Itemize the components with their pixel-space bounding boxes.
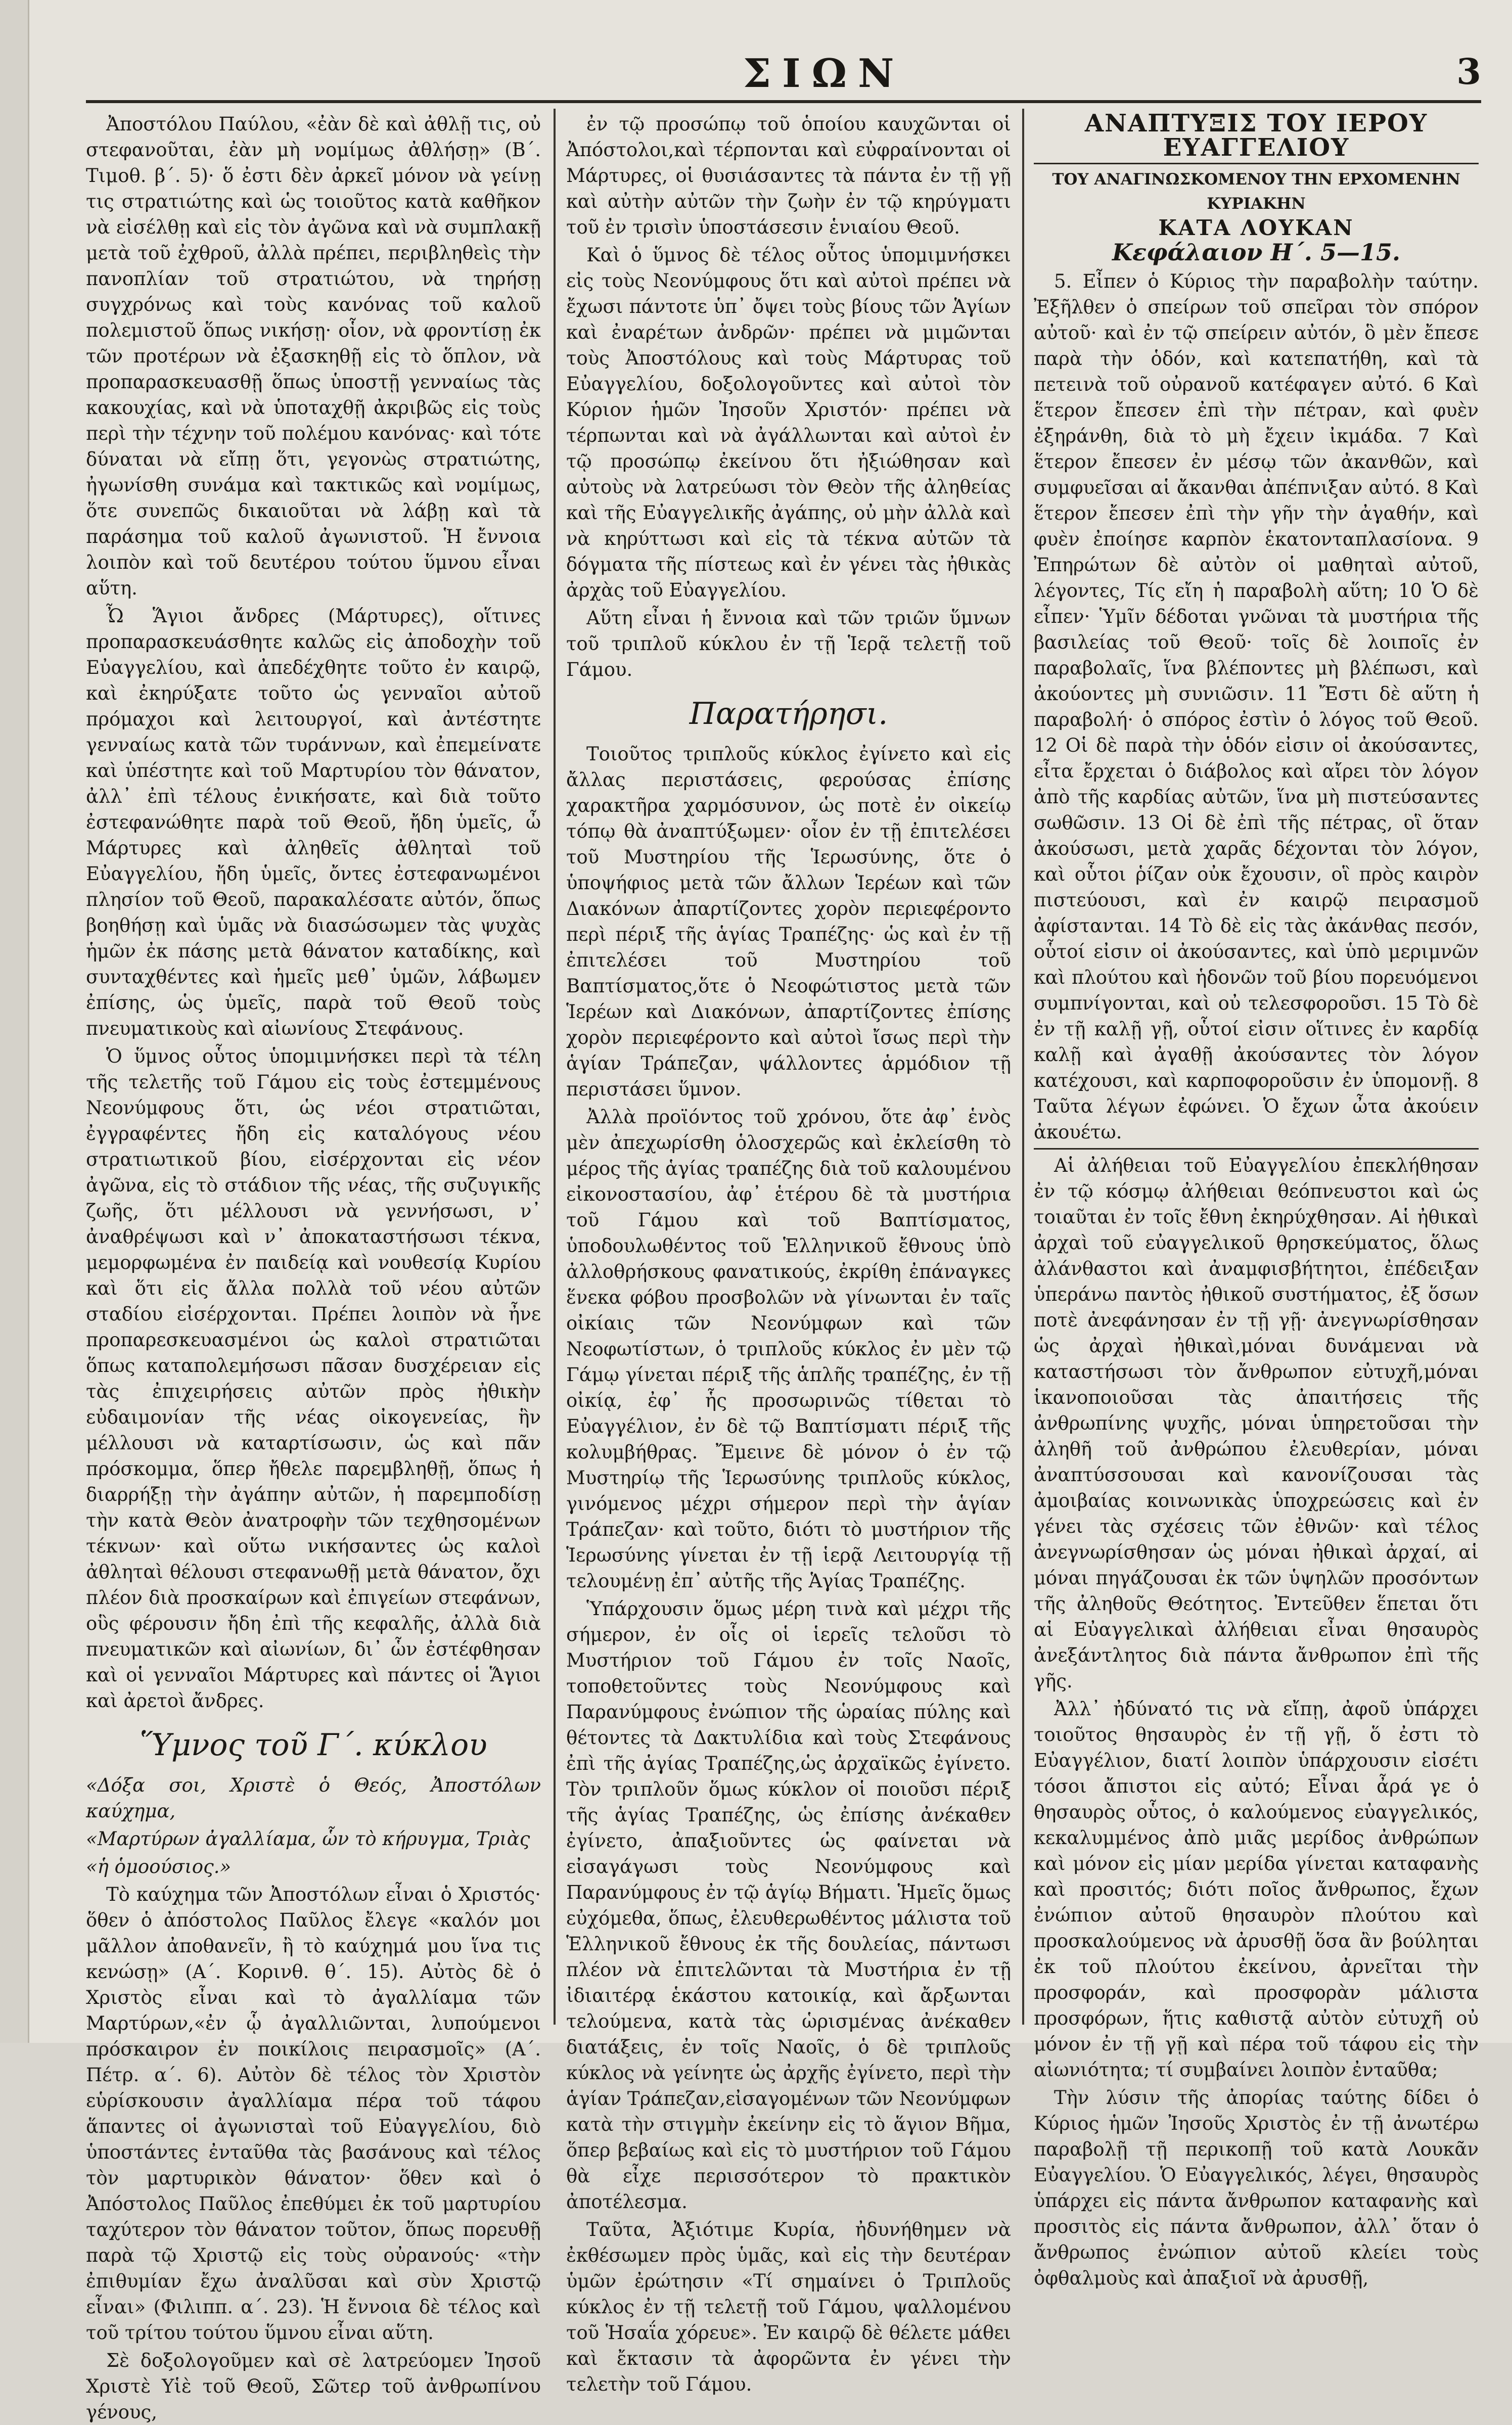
paragraph: Ὑπάρχουσιν ὅμως μέρη τινὰ καὶ μέχρι τῆς σήμερον, ἐν οἷς οἱ ἱερεῖς τελοῦσι τὸ Μυστήριον τοῦ Γάμου ἐν τοῖς Ναοῖς, τοποθετοῦντες τοὺς Νεονύμφους καὶ Παρανύμφους ἐνώπιον τῆς ὡραίας πύλης καὶ θέτοντες τὰ Δακτυλίδια καὶ τοὺς Στεφάνους ἐπὶ τῆς ἁγίας Τραπέζης,ὡς ἀρχαϊκῶς ἐγίνετο. Τὸν τριπλοῦν ὅμως κύκλον οἱ ποιοῦσι πέριξ τῆς ἁγίας Τραπέζης, ὡς ἐπίσης ἀνέκαθεν ἐγίνετο, ἀπαξιοῦντες ὡς φαίνεται νὰ εἰσαγάγωσι τοὺς Νεονύμφους καὶ Παρανύμφους ἐν τῷ ἁγίῳ Βήματι. Ἡμεῖς ὅμως εὐχόμεθα, ὅπως, ἐλευθερωθέντος μάλιστα τοῦ Ἑλληνικοῦ ἔθνους ἐκ τῆς δουλείας, πάντωσι πλέον νὰ ἐπιτελῶνται τὰ Μυστήρια ἐν τῇ ἰδιαιτέρᾳ ἑκάστου κατοικίᾳ, καὶ ἄρξωνται τελούμενα, κατὰ τὰς ὡρισμένας ἀνέκαθεν διατάξεις, ἐν τοῖς Ναοῖς, ὁ δὲ τριπλοῦς κύκλος νὰ γείνητε ὡς ἀρχῆς ἐγίνετο, περὶ τὴν ἁγίαν Τράπεζαν,εἰσαγομένων τῶν Νεονύμφων κατὰ τὴν στιγμὴν ἐκείνην εἰς τὸ ἅγιον Βῆμα, ὅπερ βεβαίως καὶ εἰς τὸ μυστήριον τοῦ Γάμου θὰ εἶχε περισσότερον τὸ πρακτικὸν ἀποτέλεσμα. [566, 1598, 1011, 2213]
header-rule [86, 100, 1481, 103]
paragraph: Ἀλλ᾽ ἠδύνατό τις νὰ εἴπῃ, ἀφοῦ ὑπάρχει τοιοῦτος θησαυρὸς ἐν τῇ γῇ, ὅ ἐστι τὸ Εὐαγγέλιον, διατί λοιπὸν ὑπάρχουσιν εἰσέτι τόσοι ἄπιστοι εἰς αὐτό; Εἶναι ἆρά γε ὁ θησαυρὸς οὗτος, ὁ καλούμενος εὐαγγελικός, κεκαλυμμένος ἀπὸ μιᾶς μερίδος ἀνθρώπων καὶ μόνον εἰς μίαν μερίδα γίνεται καταφανὴς καὶ προσιτός; διότι ποῖος ἄνθρωπος, ἔχων ἐνώπιον αὐτοῦ θησαυρὸν πλούτου καὶ προσκαλούμενος νὰ ἀρυσθῇ ὅσα ἂν βούληται ἐκ τοῦ πλούτου ἐκείνου, ἀρνεῖται τὴν προσφοράν, καὶ προσφορὰν μάλιστα προσφόρων, ἥτις καθιστᾷ αὐτὸν εὐτυχῆ οὐ μόνον ἐν τῇ γῇ καὶ πέρα τοῦ τάφου εἰς τὴν αἰωνιότητα; τί συμβαίνει λοιπὸν ἐνταῦθα; [1034, 1698, 1479, 2081]
header-rule [1034, 163, 1479, 164]
paragraph: Τοιοῦτος τριπλοῦς κύκλος ἐγίνετο καὶ εἰς ἄλλας περιστάσεις, φερούσας ἐπίσης χαρακτῆρα χαρμόσυνον, ὡς ποτὲ ἐν οἰκείῳ τόπῳ θὰ ἀναπτύξωμεν· οἷον ἐν τῇ ἐπιτελέσει τοῦ Μυστηρίου τῆς Ἱερωσύνης, ὅτε ὁ ὑποψήφιος μετὰ τῶν ἄλλων Ἱερέων καὶ τῶν Διακόνων ἀπαρτίζοντες χορὸν περιεφέροντο περὶ πέριξ τῆς ἁγίας Τραπέζης· ὡς καὶ ἐν τῇ ἐπιτελέσει τοῦ Μυστηρίου τοῦ Βαπτίσματος,ὅτε ὁ Νεοφώτιστος μετὰ τῶν Ἱερέων καὶ Διακόνων, ἀπαρτίζοντες ἐπίσης χορὸν περιεφέροντο καὶ αὐτοὶ ἴσως περὶ τὴν ἁγίαν Τράπεζαν, ψάλλοντες ἁρμόδιον τῇ περιστάσει ὕμνον. [566, 743, 1011, 1100]
paragraph: Τὴν λύσιν τῆς ἀπορίας ταύτης δίδει ὁ Κύριος ἡμῶν Ἰησοῦς Χριστὸς ἐν τῇ ἀνωτέρω παραβολῇ τῇ περικοπῇ τοῦ κατὰ Λουκᾶν Εὐαγγελίου. Ὁ Εὐαγγελικός, λέγει, θησαυρὸς ὑπάρχει εἰς πάντα ἄνθρωπον καταφανὴς καὶ προσιτὸς εἰς πάντα ἄνθρωπον, ἀλλ᾽ ὅταν ὁ ἄνθρωπος ἐνώπιον αὐτοῦ κλείει τοὺς ὀφθαλμοὺς καὶ ἀπαξιοῖ νὰ ἀρυσθῇ, [1034, 2087, 1479, 2289]
column-divider [554, 109, 556, 2025]
column-left [86, 111, 541, 2423]
masthead [86, 51, 1481, 96]
section-heading: Παρατήρησι. [689, 696, 888, 731]
hymn-line: «Δόξα σοι, Χριστὲ ὁ Θεός, Ἀποστόλων καύχημα, [86, 1774, 541, 1822]
section-rule [1034, 1148, 1479, 1150]
column-divider [1022, 109, 1024, 2025]
section-heading: Ὕμνος τοῦ Γ΄. κύκλου [140, 1727, 487, 1763]
paragraph: Ἀλλὰ προϊόντος τοῦ χρόνου, ὅτε ἀφ᾽ ἑνὸς μὲν ἀπεχωρίσθη ὁλοσχερῶς καὶ ἐκλείσθη τὸ μέρος τῆς ἁγίας τραπέζης διὰ τοῦ καλουμένου εἰκονοστασίου, ἀφ᾽ ἑτέρου δὲ τὰ μυστήρια τοῦ Γάμου καὶ τοῦ Βαπτίσματος, ὑποδουλωθέντος τοῦ Ἑλληνικοῦ ἔθνους ὑπὸ ἀλλοθρήσκους φανατικούς, ἐκρίθη ἐπάναγκες ἕνεκα φόβου προσβολῶν νὰ γίνωνται ἐν ταῖς οἰκίαις τῶν Νεονύμφων καὶ τῶν Νεοφωτίστων, ὁ τριπλοῦς κύκλος ἐν μὲν τῷ Γάμῳ γίνεται πέριξ τῆς ἁπλῆς τραπέζης, ἐν τῇ οἰκίᾳ, ἐφ᾽ ἧς προσωρινῶς τίθεται τὸ Εὐαγγέλιον, ἐν δὲ τῷ Βαπτίσματι πέριξ τῆς κολυμβήθρας. Ἔμεινε δὲ μόνον ὁ ἐν τῷ Μυστηρίῳ τῆς Ἱερωσύνης τριπλοῦς κύκλος, γινόμενος μέχρι σήμερον περὶ τὴν ἁγίαν Τράπεζαν· καὶ τοῦτο, διότι τὸ μυστήριον τῆς Ἱερωσύνης γίνεται ἐν τῇ ἱερᾷ Λειτουργίᾳ τῇ τελουμένῃ ἐπ᾽ αὐτῆς τῆς Ἁγίας Τραπέζης. [566, 1106, 1011, 1592]
hymn-line: «ἡ ὁμοούσιος.» [86, 1856, 232, 1878]
newspaper-title: ΣΙΩΝ [743, 51, 905, 97]
paragraph: Αἱ ἀλήθειαι τοῦ Εὐαγγελίου ἐπεκλήθησαν ἐν τῷ κόσμῳ ἀλήθειαι θεόπνευστοι καὶ ὡς τοιαῦται ἐν τοῖς ἔθνη ἐκηρύχθησαν. Αἱ ἠθικαὶ ἀρχαὶ τοῦ εὐαγγελικοῦ θρησκεύματος, ὅλως ἀλάνθαστοι καὶ ἀναμφισβήτητοι, ἐπέδειξαν ὑπεράνω παντὸς ἠθικοῦ συστήματος, ἐξ ὅσων ποτὲ ἀνεφάνησαν ἐν τῇ γῇ· ἀνεγνωρίσθησαν ὡς ἀρχαὶ ἠθικαὶ,μόναι δυνάμεναι νὰ καταστήσωσι τὸν ἄνθρωπον εὐτυχῆ,μόναι ἱκανοποιοῦσαι τὰς ἀπαιτήσεις τῆς ἀνθρωπίνης ψυχῆς, μόναι ὑπηρετοῦσαι τὴν ἀληθῆ τοῦ ἀνθρώπου ἐλευθερίαν, μόναι ἀναπτύσσουσαι καὶ κανονίζουσαι τὰς ἀμοιβαίας κοινωνικὰς ὑποχρεώσεις καὶ ἐν γένει τὰς σχέσεις τῶν ἐθνῶν· καὶ τέλος ἀνεγνωρίσθησαν ὡς μόναι ἠθικαὶ ἀρχαί, αἱ μόναι πηγάζουσαι ἐκ τῶν ὑψηλῶν προσόντων τῆς ἀληθοῦς Θεότητος. Ἐντεῦθεν ἕπεται ὅτι αἱ Εὐαγγελικαὶ ἀλήθειαι εἶναι θησαυρὸς ἀνεξάντλητος διὰ πάντα ἄνθρωπον ἐπὶ τῆς γῆς. [1034, 1155, 1479, 1692]
paragraph: Ταῦτα, Ἀξιότιμε Κυρία, ἠδυνήθημεν νὰ ἐκθέσωμεν πρὸς ὑμᾶς, καὶ εἰς τὴν δευτέραν ὑμῶν ἐρώτησιν «Τί σημαίνει ὁ Τριπλοῦς κύκλος ἐν τῇ τελετῇ τοῦ Γάμου, ψαλλομένου τοῦ Ἡσαΐα χόρευε». Ἐν καιρῷ δὲ θέλετε μάθει καὶ ἔκτασιν τὰ ἀφορῶντα ἐν γένει τὴν τελετὴν τοῦ Γάμου. [566, 2219, 1011, 2395]
paragraph: Καὶ ὁ ὕμνος δὲ τέλος οὗτος ὑπομιμνήσκει εἰς τοὺς Νεονύμφους ὅτι καὶ αὐτοὶ πρέπει νὰ ἔχωσι πάντοτε ὑπ᾽ ὄψει τοὺς βίους τῶν Ἁγίων καὶ ἐναρέτων ἀνδρῶν· πρέπει νὰ μιμῶνται τοὺς Ἀποστόλους καὶ τοὺς Μάρτυρας τοῦ Εὐαγγελίου, δοξολογοῦντες καὶ αὐτοὶ τὸν Κύριον ἡμῶν Ἰησοῦν Χριστόν· πρέπει νὰ τέρπωνται καὶ νὰ ἀγάλλωνται καὶ αὐτοὶ ἐν τῷ προσώπῳ ἐκείνου ὅτι ἠξιώθησαν καὶ αὐτοὺς νὰ λατρεύωσι τὸν Θεὸν τῆς ἀληθείας καὶ τῆς Εὐαγγελικῆς ἀγάπης, οὐ μὴν ἀλλὰ καὶ νὰ κηρύττωσι καὶ εἰς τὰ τέκνα αὐτῶν τὰ δόγματα τῆς πίστεως καὶ ἐν γένει τὰς ἠθικὰς ἀρχὰς τοῦ Εὐαγγελίου. [566, 244, 1011, 601]
page-number: 3 [1456, 51, 1481, 93]
paragraph: Ὁ ὕμνος οὗτος ὑπομιμνήσκει περὶ τὰ τέλη τῆς τελετῆς τοῦ Γάμου εἰς τοὺς ἐστεμμένους Νεονύμφους ὅτι, ὡς νέοι στρατιῶται, ἐγγραφέντες ἤδη εἰς καταλόγους νέου στρατιωτικοῦ βίου, εἰσέρχονται εἰς νέον ἀγῶνα, εἰς τὸ στάδιον τῆς νέας, τῆς συζυγικῆς ζωῆς, ὅτι μέλλουσι νὰ γεννήσωσι, ν᾽ ἀναθρέψωσι καὶ ν᾽ ἀποκαταστήσωσι τέκνα, μεμορφωμένα ἐν παιδείᾳ καὶ νουθεσίᾳ Κυρίου καὶ ὅτι εἰς ἄλλα πολλὰ τοῦ νέου αὐτῶν σταδίου εἰσέρχονται. Πρέπει λοιπὸν νὰ ἦνε προπαρεσκευασμένοι ὡς καλοὶ στρατιῶται ὅπως καταπολεμήσωσι πᾶσαν δυσχέρειαν εἰς τὰς ἐπιχειρήσεις αὐτῶν πρὸς ἠθικὴν εὐδαιμονίαν τῆς νέας οἰκογενείας, ἣν μέλλουσι νὰ καταρτίσωσιν, ὡς καὶ πᾶν πρόσκομμα, ὅπερ ἤθελε παρεμβληθῇ, ὅπως ἡ διαρρήξῃ τὴν ἀγάπην αὐτῶν, ἡ παρεμποδίσῃ τὴν κατὰ Θεὸν ἀνατροφὴν τῶν τεχθησομένων τέκνων· καὶ οὕτω νικήσαντες ὡς καλοὶ ἀθληταὶ θέλουσι στεφανωθῇ μετὰ θάνατον, ὄχι πλέον διὰ προσκαίρων καὶ ἐπιγείων στεφάνων, οὓς φέρουσιν ἤδη ἐπὶ τῆς κεφαλῆς, ἀλλὰ διὰ πνευματικῶν καὶ αἰωνίων, δι᾽ ὧν ἐστέφθησαν καὶ οἱ γενναῖοι Μάρτυρες καὶ πάντες οἱ Ἅγιοι καὶ ἀρετοὶ ἄνδρες. [86, 1045, 541, 1712]
paragraph: Τὸ καύχημα τῶν Ἀποστόλων εἶναι ὁ Χριστός· ὅθεν ὁ ἀπόστολος Παῦλος ἔλεγε «καλόν μοι μᾶλλον ἀποθανεῖν, ἢ τὸ καύχημά μου ἵνα τις κενώσῃ» (Α΄. Κορινθ. θ΄. 15). Αὐτὸς δὲ ὁ Χριστὸς εἶναι καὶ τὸ ἀγαλλίαμα τῶν Μαρτύρων,«ἐν ᾧ ἀγαλλιῶνται, λυπούμενοι πρόσκαιρον ἐν ποικίλοις πειρασμοῖς» (Α΄. Πέτρ. α΄. 6). Αὐτὸν δὲ τέλος τὸν Χριστὸν εὑρίσκουσιν ἀγαλλίαμα πέρα τοῦ τάφου ἅπαντες οἱ ἀγωνισταὶ τοῦ Εὐαγγελίου, διὸ ὑποστάντες ἐνταῦθα τὰς βασάνους καὶ τέλος τὸν μαρτυρικὸν θάνατον· ὅθεν καὶ ὁ Ἀπόστολος Παῦλος ἐπεθύμει ἐκ τοῦ μαρτυρίου ταχύτερον τὸν θάνατον τοῦτον, ὅπως πορευθῇ παρὰ τῷ Χριστῷ εἰς τοὺς οὐρανούς· «τὴν ἐπιθυμίαν ἔχω ἀναλῦσαι καὶ σὺν Χριστῷ εἶναι» (Φιλιππ. α΄. 23). Ἡ ἔννοια δὲ τέλος καὶ τοῦ τρίτου τούτου ὕμνου εἶναι αὕτη. [86, 1884, 541, 2344]
gospel-header-subtitle: ΤΟΥ ΑΝΑΓΙΝΩΣΚΟΜΕΝΟΥ ΤΗΝ ΕΡΧΟΜΕΝΗΝ ΚΥΡΙΑΚΗΝ [1052, 170, 1460, 213]
left-page-edge [0, 0, 29, 2043]
paragraph: Αὕτη εἶναι ἡ ἔννοια καὶ τῶν τριῶν ὕμνων τοῦ τριπλοῦ κύκλου ἐν τῇ Ἱερᾷ τελετῇ τοῦ Γάμου. [566, 607, 1011, 680]
column-middle [566, 111, 1011, 2395]
paragraph: Σὲ δοξολογοῦμεν καὶ σὲ λατρεύομεν Ἰησοῦ Χριστὲ Υἱὲ τοῦ Θεοῦ, Σῶτερ τοῦ ἀνθρωπίνου γένους, [86, 2350, 541, 2423]
hymn-line: «Μαρτύρων ἀγαλλίαμα, ὧν τὸ κήρυγμα, Τριὰς [86, 1828, 530, 1850]
gospel-header-evangelist: ΚΑΤΑ ΛΟΥΚΑΝ [1158, 215, 1354, 240]
gospel-header-title: ΑΝΑΠΤΥΞΙΣ ΤΟΥ ΙΕΡΟΥ ΕΥΑΓΓΕΛΙΟΥ [1084, 109, 1428, 162]
gospel-header [1034, 111, 1479, 264]
paragraph: Ὦ Ἅγιοι ἄνδρες (Μάρτυρες), οἵτινες προπαρασκευάσθητε καλῶς εἰς ἀποδοχὴν τοῦ Εὐαγγελίου, καὶ ἀπεδέχθητε τοῦτο ἐν καιρῷ, καὶ ἐκηρύξατε τοῦτο ὡς γενναῖοι αὐτοῦ πρόμαχοι καὶ λειτουργοί, καὶ ἀντέστητε γενναίως κατὰ τῶν τυράννων, καὶ ἐπεμείνατε καὶ ὑπέστητε καὶ τοῦ Μαρτυρίου τὸν θάνατον, ἀλλ᾽ ἐπὶ τέλους ἐνικήσατε, καὶ διὰ τοῦτο ἐστεφανώθητε παρὰ τοῦ Θεοῦ, ἤδη ὑμεῖς, ὦ Μάρτυρες καὶ ἀληθεῖς ἀθληταὶ τοῦ Εὐαγγελίου, ἤδη ὑμεῖς, ὄντες ἐστεφανωμένοι πλησίον τοῦ Θεοῦ, παρακαλέσατε αὐτόν, ὅπως βοηθήσῃ καὶ ὑμᾶς νὰ διασώσωμεν τὰς ψυχὰς ἡμῶν ἐκ πάσης μετὰ θάνατον καταδίκης, καὶ συνταχθέντες καὶ ἡμεῖς μεθ᾽ ὑμῶν, λάβωμεν ἐπίσης, ὡς ὑμεῖς, παρὰ τοῦ Θεοῦ τοὺς πνευματικοὺς καὶ αἰωνίους Στεφάνους. [86, 605, 541, 1039]
paragraph: Ἀποστόλου Παύλου, «ἐὰν δὲ καὶ ἀθλῇ τις, οὐ στεφανοῦται, ἐὰν μὴ νομίμως ἀθλήσῃ» (Β΄. Τιμοθ. β΄. 5)· ὅ ἐστι δὲν ἀρκεῖ μόνον νὰ γείνῃ τις στρατιώτης καὶ ὡς τοιοῦτος κατὰ καθῆκον νὰ εἰσέλθῃ καὶ εἰς τὸν ἀγῶνα καὶ νὰ συμπλακῇ μετὰ τοῦ ἐχθροῦ, ἀλλὰ πρέπει, περιβληθεὶς τὴν πανοπλίαν τοῦ στρατιώτου, νὰ τηρήσῃ συγχρόνως καὶ τοὺς κανόνας τοῦ καλοῦ πολεμιστοῦ ὅπως νικήσῃ· οἷον, νὰ φροντίσῃ ἐκ τῶν προτέρων νὰ ἐξασκηθῇ εἰς τὸ ὅπλον, νὰ προπαρασκευασθῇ ὅπως ὑποστῇ γενναίως τὰς κακουχίας, καὶ νὰ ὑποταχθῇ ἀκριβῶς εἰς τοὺς περὶ τὴν τέχνην τοῦ πολέμου κανόνας· καὶ τότε δύναται νὰ εἴπῃ ὅτι, γεγονὼς στρατιώτης, ἠγωνίσθη συνάμα καὶ τακτικῶς καὶ νομίμως, ὅτε συνεπῶς δικαιοῦται νὰ λάβῃ καὶ τὰ παράσημα τοῦ καλοῦ ἀγωνιστοῦ. Ἡ ἔννοια λοιπὸν καὶ τοῦ δευτέρου τούτου ὕμνου εἶναι αὕτη. [86, 113, 541, 599]
paragraph: ἐν τῷ προσώπῳ τοῦ ὁποίου καυχῶνται οἱ Ἀπόστολοι,καὶ τέρπονται καὶ εὐφραίνονται οἱ Μάρτυρες, οἱ θυσιάσαντες τὰ πάντα ἐν τῇ γῇ καὶ αὐτὴν αὐτῶν τὴν ζωὴν ἐν τῷ κηρύγματι τοῦ ἐν τρισὶν ὑποστάσεσιν ἑνιαίου Θεοῦ. [566, 113, 1011, 238]
column-right [1034, 109, 1479, 2289]
gospel-header-chapter: Κεφάλαιον Η΄. 5—15. [1112, 239, 1400, 266]
paragraph: 5. Εἶπεν ὁ Κύριος τὴν παραβολὴν ταύτην. Ἐξῆλθεν ὁ σπείρων τοῦ σπεῖραι τὸν σπόρον αὐτοῦ· καὶ ἐν τῷ σπείρειν αὐτόν, ὃ μὲν ἔπεσε παρὰ τὴν ὁδόν, καὶ κατεπατήθη, καὶ τὰ πετεινὰ τοῦ οὐρανοῦ κατέφαγεν αὐτό. 6 Καὶ ἕτερον ἔπεσεν ἐπὶ τὴν πέτραν, καὶ φυὲν ἐξηράνθη, διὰ τὸ μὴ ἔχειν ἰκμάδα. 7 Καὶ ἕτερον ἔπεσεν ἐν μέσῳ τῶν ἀκανθῶν, καὶ συμφυεῖσαι αἱ ἄκανθαι ἀπέπνιξαν αὐτό. 8 Καὶ ἕτερον ἔπεσεν ἐπὶ τὴν γῆν τὴν ἀγαθήν, καὶ φυὲν ἐποίησε καρπὸν ἑκατονταπλασίονα. 9 Ἐπηρώτων δὲ αὐτὸν οἱ μαθηταὶ αὐτοῦ, λέγοντες, Τίς εἴη ἡ παραβολὴ αὕτη; 10 Ὁ δὲ εἶπεν· Ὑμῖν δέδοται γνῶναι τὰ μυστήρια τῆς βασιλείας τοῦ Θεοῦ· τοῖς δὲ λοιποῖς ἐν παραβολαῖς, ἵνα βλέποντες μὴ βλέπωσι, καὶ ἀκούοντες μὴ συνιῶσιν. 11 Ἔστι δὲ αὕτη ἡ παραβολή· ὁ σπόρος ἐστὶν ὁ λόγος τοῦ Θεοῦ. 12 Οἱ δὲ παρὰ τὴν ὁδόν εἰσιν οἱ ἀκούσαντες, εἶτα ἔρχεται ὁ διάβολος καὶ αἴρει τὸν λόγον ἀπὸ τῆς καρδίας αὐτῶν, ἵνα μὴ πιστεύσαντες σωθῶσιν. 13 Οἱ δὲ ἐπὶ τῆς πέτρας, οἳ ὅταν ἀκούσωσι, μετὰ χαρᾶς δέχονται τὸν λόγον, καὶ οὗτοι ῥίζαν οὐκ ἔχουσιν, οἳ πρὸς καιρὸν πιστεύουσι, καὶ ἐν καιρῷ πειρασμοῦ ἀφίστανται. 14 Τὸ δὲ εἰς τὰς ἀκάνθας πεσόν, οὗτοί εἰσιν οἱ ἀκούσαντες, καὶ ὑπὸ μεριμνῶν καὶ πλούτου καὶ ἡδονῶν τοῦ βίου πορευόμενοι συμπνίγονται, καὶ οὐ τελεσφοροῦσι. 15 Τὸ δὲ ἐν τῇ καλῇ γῇ, οὗτοί εἰσιν οἵτινες ἐν καρδίᾳ καλῇ καὶ ἀγαθῇ ἀκούσαντες τὸν λόγον κατέχουσι, καὶ καρποφοροῦσιν ἐν ὑπομονῇ. 8 Ταῦτα λέγων ἐφώνει. Ὁ ἔχων ὦτα ἀκούειν ἀκουέτω. [1034, 270, 1479, 1143]
